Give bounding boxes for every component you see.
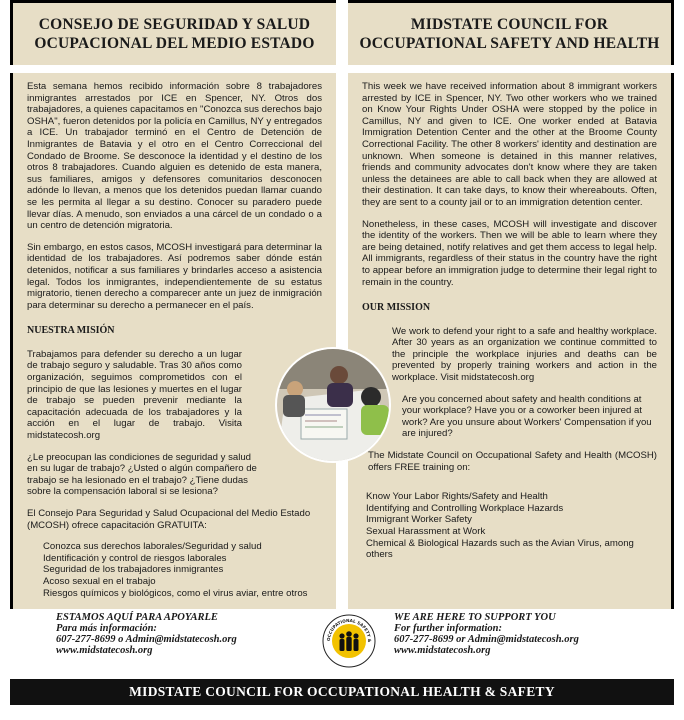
english-paragraph-3: We work to defend your right to a safe and healthy workplace. After 30 years as an organization we continue committed to the principle the workplace injuries and deaths can be prevented by properly training workers and action in the workplace. Visit midstatecosh.org bbox=[392, 325, 657, 384]
english-contact-website[interactable]: www.midstatecosh.org bbox=[394, 645, 491, 656]
list-item: Chemical & Biological Hazards such as the Avian Virus, among others bbox=[366, 537, 634, 561]
english-contact-phone-email[interactable]: 607-277-8699 or Admin@midstatecosh.org bbox=[394, 634, 579, 645]
spanish-training-list bbox=[43, 541, 322, 599]
list-item: Identifying and Controlling Workplace Hazards bbox=[366, 502, 564, 514]
spanish-paragraph-1: Esta semana hemos recibido información sobre 8 trabajadores inmigrantes arrestados por ICE en Spencer, NY. Otros dos trabajadores, a quienes capacitamos en "Conozca sus derechos bajo OSHA", fueron detenidos por la policía en Camillus, NY y entregados a ICE. Un trabajador terminó en el Centro de Detención de Inmigrantes de Batavia y el otro en el Centro Correccional del Condado de Broome. Se desconoce la identidad y el destino de los otros 8 trabajadores. Cuando alguien es detenido de esta manera, sus familiares, amigos y defensores comunitarios desconocen adónde lo llevan, a menos que los detenidos puedan llamar cuando se les permita al llegar a su destino. Conocer su paradero puede llevar días. A menudo, son enviados a una cárcel de un condado o a un centro de detención migratoria. bbox=[27, 81, 322, 232]
list-item: Sexual Harassment at Work bbox=[366, 526, 486, 537]
mcosh-logo bbox=[322, 614, 376, 668]
logo-ring-text: OCCUPATIONAL SAFETY & bbox=[325, 617, 373, 643]
list-item: Immigrant Worker Safety bbox=[366, 514, 472, 526]
list-item: Conozca sus derechos laborales/Seguridad y salud bbox=[43, 541, 262, 553]
english-contact-label: For further information: bbox=[394, 623, 502, 634]
english-column bbox=[348, 0, 674, 609]
spanish-paragraph-2: Sin embargo, en estos casos, MCOSH investigará para determinar la identidad de los trabajadores. Así podremos saber dónde están detenidos, notificar a sus familiares y brindarles acceso a asistencia legal. Todos los inmigrantes, independientemente de su estatus migratorio, tienen derecho a comparecer ante un juez de inmigración para determinar su derecho a permanecer en el país. bbox=[27, 241, 322, 311]
footer-banner: MIDSTATE COUNCIL FOR OCCUPATIONAL HEALTH & SAFETY bbox=[10, 679, 674, 705]
english-contact bbox=[394, 612, 579, 656]
spanish-mission-heading: NUESTRA MISIÓN bbox=[27, 325, 115, 337]
list-item: Identificación y control de riesgos laborales bbox=[43, 552, 227, 564]
english-contact-heading: WE ARE HERE TO SUPPORT YOU bbox=[394, 612, 556, 623]
english-paragraph-4: Are you concerned about safety and health conditions at your workplace? Have you or a coworker been injured at work? Are you unsure about Workers' Compensation if you are injured? bbox=[402, 393, 652, 440]
english-title: MIDSTATE COUNCIL FOR OCCUPATIONAL SAFETY AND HEALTH bbox=[348, 0, 674, 65]
spanish-contact-website[interactable]: www.midstatecosh.org bbox=[56, 645, 153, 656]
spanish-contact bbox=[56, 612, 237, 656]
spanish-column bbox=[10, 0, 336, 609]
list-item: Acoso sexual en el trabajo bbox=[43, 575, 156, 587]
training-photo bbox=[277, 349, 389, 461]
spanish-body bbox=[10, 73, 336, 609]
english-training-list bbox=[366, 491, 657, 561]
english-paragraph-1: This week we have received information about 8 immigrant workers arrested by ICE in Spencer, NY. Two other workers who we trained on Know Your Rights Under OSHA were stopped by the police in Camillus, NY and given to ICE. One worker ended at Batavia Immigration Detention Center and the other at the Broome County Correctional Facility. The other 8 workers' identity and destination are unknown. When someone is detained in this manner relatives, friends and community advocates don't know where they are taken unless the detainees are able to call back when they are allowed at their destination. It can take days, to know their whereabouts. Often, they are sent to a county jail or to an immigration detention center. bbox=[362, 81, 657, 208]
english-body bbox=[348, 73, 674, 609]
spanish-title: CONSEJO DE SEGURIDAD Y SALUD OCUPACIONAL DEL MEDIO ESTADO bbox=[10, 0, 336, 65]
list-item: Seguridad de los trabajadores inmigrantes bbox=[43, 564, 224, 576]
spanish-paragraph-5: El Consejo Para Seguridad y Salud Ocupacional del Medio Estado (MCOSH) ofrece capacitación GRATUITA: bbox=[27, 508, 311, 531]
english-paragraph-5: The Midstate Council on Occupational Safety and Health (MCOSH) offers FREE training on: bbox=[368, 450, 657, 473]
spanish-paragraph-4: ¿Le preocupan las condiciones de seguridad y salud en su lugar de trabajo? ¿Usted o algún compañero de trabajo se ha lesionado en el trabajo? ¿Tiene dudas sobre la compensación laboral si se lesiona? bbox=[27, 451, 257, 498]
list-item: Know Your Labor Rights/Safety and Health bbox=[366, 491, 548, 503]
spanish-contact-heading: ESTAMOS AQUÍ PARA APOYARLE bbox=[56, 612, 218, 623]
list-item: Riesgos químicos y biológicos, como el virus aviar, entre otros bbox=[43, 587, 308, 599]
english-mission-heading: OUR MISSION bbox=[362, 302, 431, 314]
spanish-paragraph-3: Trabajamos para defender su derecho a un lugar de trabajo seguro y saludable. Tras 30 años como organización, seguimos comprometidos con el principio de que las lesiones y muertes en el lugar de trabajo se pueden prevenir mediante la capacitación adecuada de los trabajadores y la acción en el lugar de trabajo. Visita midstatecosh.org bbox=[27, 348, 242, 442]
spanish-contact-phone-email[interactable]: 607-277-8699 o Admin@midstatecosh.org bbox=[56, 634, 237, 645]
english-paragraph-2: Nonetheless, in these cases, MCOSH will investigate and discover the identity of the workers. Then we will be able to learn where they are being detained, notify relatives and get them access to legal help. All immigrants, regardless of their status in the country have the right to appear before an immigration judge to determine their legal right to remain in the country. bbox=[362, 218, 657, 288]
spanish-contact-label: Para más información: bbox=[56, 623, 157, 634]
